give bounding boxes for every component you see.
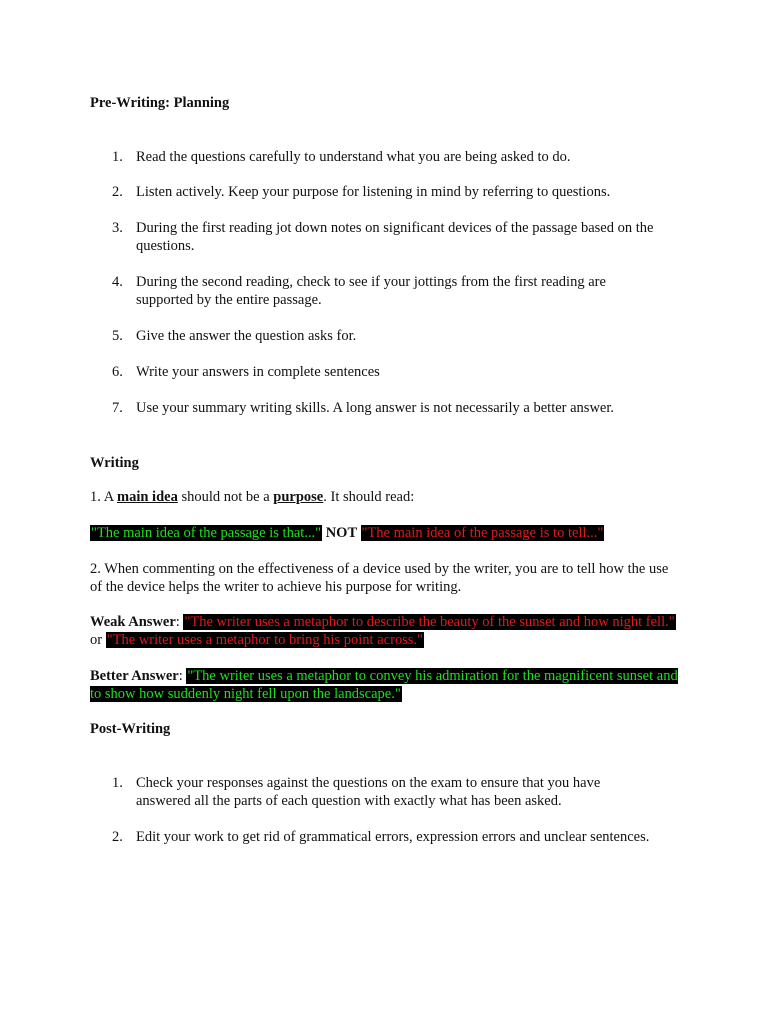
list-item-number: 4. <box>112 274 123 290</box>
writing-point-1 <box>90 488 690 506</box>
postwriting-heading: Post-Writing <box>90 721 171 737</box>
list-item-text: Edit your work to get rid of grammatical errors, expression errors and unclear sentences. <box>136 829 650 845</box>
point1-prefix: 1. A <box>90 489 117 505</box>
weak-answer-colon: : <box>175 614 184 630</box>
list-item-number: 3. <box>112 220 123 236</box>
better-answer <box>90 667 682 703</box>
weak-answer-quote-2: "The writer uses a metaphor to bring his point across." <box>106 632 423 648</box>
not-connector: NOT <box>322 525 361 541</box>
list-item-number: 1. <box>112 149 123 165</box>
list-item-text: During the second reading, check to see if your jottings from the first reading are supported by the entire passage. <box>136 274 606 308</box>
list-item-number: 6. <box>112 364 123 380</box>
writing-heading: Writing <box>90 455 139 471</box>
list-item-number: 1. <box>112 775 123 791</box>
list-item-text: During the first reading jot down notes on significant devices of the passage based on the questions. <box>136 220 654 254</box>
weak-answer-quote-1: "The writer uses a metaphor to describe the beauty of the sunset and how night fell." <box>184 614 675 630</box>
weak-answer-connector: or <box>90 632 106 648</box>
purpose-term: purpose <box>273 489 324 505</box>
list-item-text: Read the questions carefully to understand what you are being asked to do. <box>136 149 571 165</box>
prewriting-heading: Pre-Writing: Planning <box>90 95 230 111</box>
better-answer-colon: : <box>178 668 187 684</box>
list-item-number: 5. <box>112 328 123 344</box>
point1-middle: should not be a <box>177 489 274 505</box>
list-item-text: Use your summary writing skills. A long answer is not necessarily a better answer. <box>136 400 615 416</box>
better-answer-label: Better Answer <box>90 668 179 684</box>
writing-point-2: 2. When commenting on the effectiveness of a device used by the writer, you are to tell how the use of the device helps the writer to achieve his purpose for writing. <box>90 561 669 595</box>
good-example-highlight: "The main idea of the passage is that..." <box>91 525 322 541</box>
main-idea-example <box>90 524 690 542</box>
weak-answer <box>90 613 680 649</box>
list-item-text: Listen actively. Keep your purpose for listening in mind by referring to questions. <box>136 184 611 200</box>
list-item-number: 2. <box>112 829 123 845</box>
list-item-number: 2. <box>112 184 123 200</box>
list-item-text: Write your answers in complete sentences <box>136 364 380 380</box>
point1-suffix: . It should read: <box>323 489 415 505</box>
main-idea-term: main idea <box>117 489 178 505</box>
weak-answer-label: Weak Answer <box>90 614 176 630</box>
list-item-text: Give the answer the question asks for. <box>136 328 357 344</box>
better-answer-quote: "The writer uses a metaphor to convey his admiration for the magnificent sunset and to show how suddenly night fell upon the landscape." <box>90 668 678 702</box>
list-item-text: Check your responses against the questions on the exam to ensure that you have answered all the parts of each question with exactly what has been asked. <box>136 775 601 809</box>
bad-example-highlight: "The main idea of the passage is to tell..." <box>361 525 604 541</box>
list-item-number: 7. <box>112 400 123 416</box>
